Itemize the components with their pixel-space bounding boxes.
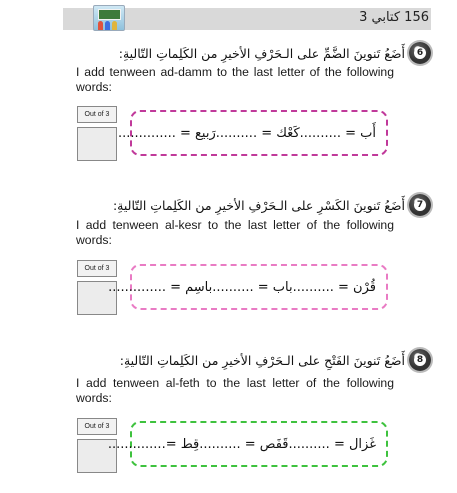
score-label: Out of 3 bbox=[77, 260, 117, 277]
question-english-text: I add tenween ad-damm to the last letter of the following words: bbox=[76, 65, 394, 94]
word-item[interactable]: رَبيع = .............. bbox=[118, 125, 216, 141]
word-item[interactable]: باب = .......... bbox=[212, 279, 293, 295]
child-figure bbox=[98, 21, 103, 30]
question-arabic-text: أَضَعُ تَنوينَ الضَّمِّ على الـحَرْفِ الأخيرِ من الكَلِماتِ التّاليةِ: bbox=[118, 45, 405, 61]
score-label: Out of 3 bbox=[77, 418, 117, 435]
question-number-badge bbox=[409, 194, 431, 216]
chalkboard-shape bbox=[98, 9, 121, 20]
question-number-badge bbox=[409, 42, 431, 64]
question-7-instruction bbox=[113, 194, 431, 216]
answer-box-q7 bbox=[108, 264, 388, 310]
child-figure bbox=[112, 21, 117, 30]
word-item[interactable]: كَعْك = .......... bbox=[215, 125, 300, 141]
question-arabic-text: أَضَعُ تَنوينَ الفَتْحِ على الـحَرْفِ الأخيرِ من الكَلِماتِ التّاليةِ: bbox=[119, 352, 405, 368]
question-english-text: I add tenween al-feth to the last letter of the following words: bbox=[76, 376, 394, 405]
word-item[interactable]: قُرْن = .......... bbox=[292, 279, 376, 295]
page-header-title: 156 كتابي 3 bbox=[359, 10, 429, 25]
question-arabic-text: أَضَعُ تَنوينَ الكَسْرِ على الـحَرْفِ الأخيرِ من الكَلِماتِ التّاليةِ: bbox=[112, 197, 405, 213]
question-6-instruction bbox=[119, 42, 431, 64]
question-english-text: I add tenween al-kesr to the last letter of the following words: bbox=[76, 218, 394, 247]
question-number: 7 bbox=[414, 199, 426, 211]
score-label: Out of 3 bbox=[77, 106, 117, 123]
answer-box-q6 bbox=[118, 110, 388, 156]
word-item[interactable]: أَب = .......... bbox=[299, 125, 376, 141]
word-item[interactable]: باسِم = .............. bbox=[108, 279, 213, 295]
question-number-badge bbox=[409, 349, 431, 371]
score-input-box[interactable] bbox=[77, 127, 117, 161]
classroom-illustration bbox=[93, 5, 125, 31]
word-item[interactable]: غَزال = .......... bbox=[288, 436, 376, 452]
word-item[interactable]: قِط =.............. bbox=[107, 436, 200, 452]
question-number: 6 bbox=[414, 47, 426, 59]
answer-box-q8 bbox=[107, 421, 388, 467]
question-8-instruction bbox=[120, 349, 431, 371]
word-item[interactable]: قَفَص = .......... bbox=[199, 436, 289, 452]
child-figure bbox=[105, 21, 110, 30]
question-number: 8 bbox=[414, 354, 426, 366]
score-widget bbox=[77, 106, 117, 161]
